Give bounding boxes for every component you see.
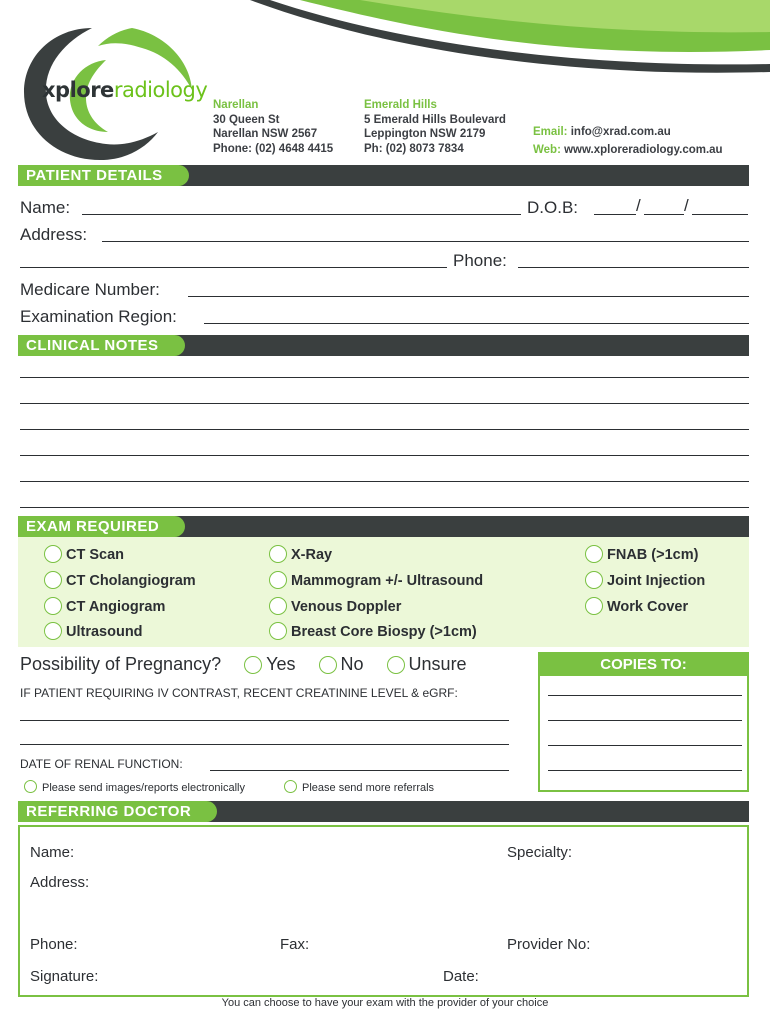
renal-label: DATE OF RENAL FUNCTION:: [20, 757, 183, 771]
medicare-label: Medicare Number:: [20, 280, 160, 299]
exam-option-joint-injection[interactable]: [585, 571, 705, 590]
option-label: X-Ray: [291, 547, 333, 563]
referring-doctor-box: [18, 825, 749, 997]
radio-icon[interactable]: [44, 622, 62, 640]
radio-icon[interactable]: [269, 597, 287, 615]
location-phone: Ph: (02) 8073 7834: [364, 142, 464, 155]
exam-option-x-ray[interactable]: [269, 545, 332, 564]
option-label: Breast Core Biospy (>1cm): [291, 624, 477, 640]
exam-option-work-cover[interactable]: [585, 597, 688, 616]
exam-option-ct-scan[interactable]: [44, 545, 124, 564]
section-title: CLINICAL NOTES: [18, 335, 185, 356]
option-label: CT Cholangiogram: [66, 573, 196, 589]
copies-to-line[interactable]: [548, 695, 742, 696]
radio-icon[interactable]: [24, 780, 37, 793]
exam-option-venous-doppler[interactable]: [269, 597, 401, 616]
doctor-phone-label: Phone:: [30, 936, 78, 953]
exam-option-ct-cholangiogram[interactable]: [44, 571, 196, 590]
radio-icon[interactable]: [244, 656, 262, 674]
radio-icon[interactable]: [319, 656, 337, 674]
contrast-input-line2[interactable]: [20, 744, 509, 745]
doctor-address-label: Address:: [30, 874, 90, 891]
patient-phone-input[interactable]: [518, 267, 749, 268]
clinical-notes-line[interactable]: [20, 377, 749, 378]
clinical-notes-line[interactable]: [20, 455, 749, 456]
radio-icon[interactable]: [284, 780, 297, 793]
email-value[interactable]: info@xrad.com.au: [570, 126, 671, 138]
doctor-date-label: Date:: [443, 968, 479, 985]
radio-icon[interactable]: [585, 545, 603, 563]
logo-text: [42, 78, 207, 102]
exam-option-breast-core-biopsy[interactable]: [269, 622, 477, 641]
exam-region-input[interactable]: [204, 323, 749, 324]
location-name: Narellan: [213, 99, 259, 111]
exam-option-ct-angiogram[interactable]: [44, 597, 165, 616]
location-suburb: Narellan NSW 2567: [213, 128, 318, 140]
pregnancy-option-yes[interactable]: Yes: [266, 654, 296, 674]
radio-icon[interactable]: [585, 571, 603, 589]
doctor-signature-label: Signature:: [30, 968, 99, 985]
contrast-input[interactable]: [20, 720, 509, 721]
contact-info: [533, 123, 723, 159]
clinical-notes-header: [18, 335, 749, 356]
web-label: Web:: [533, 144, 561, 156]
location-suburb: Leppington NSW 2179: [364, 128, 486, 140]
copies-to-box: [538, 652, 749, 792]
dob-day-input[interactable]: [594, 214, 636, 215]
pregnancy-option-no[interactable]: No: [340, 654, 364, 674]
exam-option-ultrasound[interactable]: [44, 622, 143, 641]
radio-icon[interactable]: [387, 656, 405, 674]
doctor-provider-label: Provider No:: [507, 936, 591, 953]
referring-doctor-header: [18, 801, 749, 822]
email-label: Email:: [533, 126, 568, 138]
patient-phone-label: Phone:: [453, 251, 507, 270]
option-label: Mammogram +/- Ultrasound: [291, 573, 484, 589]
clinical-notes-line[interactable]: [20, 403, 749, 404]
exam-option-mammogram[interactable]: [269, 571, 483, 590]
web-value[interactable]: www.xploreradiology.com.au: [564, 144, 723, 156]
radio-icon[interactable]: [269, 571, 287, 589]
radio-icon[interactable]: [44, 597, 62, 615]
pregnancy-label: Possibility of Pregnancy?: [20, 654, 222, 674]
clinical-notes-line[interactable]: [20, 507, 749, 508]
location-street: 30 Queen St: [213, 113, 280, 126]
copies-to-line[interactable]: [548, 770, 742, 771]
patient-name-label: Name:: [20, 198, 71, 217]
radio-icon[interactable]: [269, 622, 287, 640]
dob-separator: /: [684, 196, 689, 215]
logo-secondary: radiology: [113, 78, 208, 102]
doctor-name-label: Name:: [30, 844, 75, 861]
radio-icon[interactable]: [44, 545, 62, 563]
option-label: FNAB (>1cm): [607, 547, 699, 563]
clinical-notes-line[interactable]: [20, 481, 749, 482]
renal-input[interactable]: [210, 770, 509, 771]
dob-month-input[interactable]: [644, 214, 684, 215]
exam-required-header: [18, 516, 749, 537]
patient-details-header: [18, 165, 749, 186]
option-label: Work Cover: [607, 599, 689, 615]
option-label: Please send more referrals: [302, 782, 435, 794]
copies-to-title: COPIES TO:: [540, 654, 747, 676]
contrast-label: IF PATIENT REQUIRING IV CONTRAST, RECENT CREATININE LEVEL & eGRF:: [20, 686, 458, 700]
dob-label: D.O.B:: [527, 198, 579, 217]
copies-to-line[interactable]: [548, 720, 742, 721]
radio-icon[interactable]: [585, 597, 603, 615]
option-label: Please send images/reports electronically: [42, 782, 245, 794]
patient-address-input[interactable]: [102, 241, 749, 242]
option-label: Ultrasound: [66, 624, 143, 640]
location-phone: Phone: (02) 4648 4415: [213, 142, 334, 155]
option-label: Venous Doppler: [291, 599, 402, 615]
address-narellan: [213, 98, 333, 156]
logo-primary: xplore: [42, 78, 114, 102]
dob-year-input[interactable]: [692, 214, 748, 215]
option-label: CT Angiogram: [66, 599, 166, 615]
location-street: 5 Emerald Hills Boulevard: [364, 113, 506, 126]
exam-option-fnab[interactable]: [585, 545, 698, 564]
clinical-notes-line[interactable]: [20, 429, 749, 430]
doctor-fax-label: Fax:: [280, 936, 310, 953]
pregnancy-question: [20, 654, 467, 675]
medicare-input[interactable]: [188, 296, 749, 297]
patient-address-label: Address:: [20, 225, 88, 244]
section-title: PATIENT DETAILS: [18, 165, 189, 186]
section-title: REFERRING DOCTOR: [18, 801, 217, 822]
send-referrals-option[interactable]: [284, 780, 434, 794]
patient-name-input[interactable]: [82, 214, 521, 215]
send-electronically-option[interactable]: [24, 780, 245, 794]
option-label: CT Scan: [66, 547, 125, 563]
footer-note: You can choose to have your exam with the provider of your choice: [221, 997, 549, 1009]
copies-to-line[interactable]: [548, 745, 742, 746]
radio-icon[interactable]: [269, 545, 287, 563]
doctor-specialty-label: Specialty:: [507, 844, 573, 861]
patient-address-line2-input[interactable]: [20, 267, 447, 268]
exam-region-label: Examination Region:: [20, 307, 177, 326]
option-label: Joint Injection: [607, 573, 706, 589]
dob-separator: /: [636, 196, 641, 215]
location-name: Emerald Hills: [364, 99, 437, 111]
pregnancy-option-unsure[interactable]: Unsure: [408, 654, 467, 674]
section-title: EXAM REQUIRED: [18, 516, 185, 537]
radio-icon[interactable]: [44, 571, 62, 589]
address-emerald-hills: [364, 98, 506, 156]
